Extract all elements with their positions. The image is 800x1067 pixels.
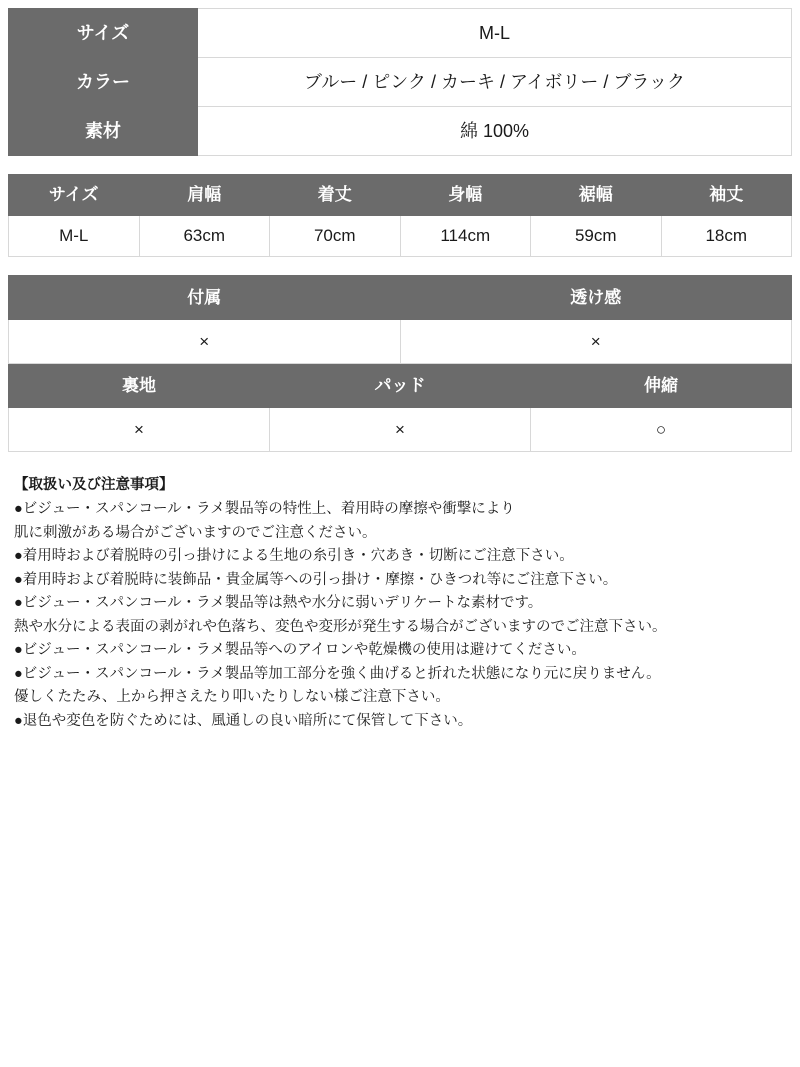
table-row [9,216,792,257]
basic-spec-table [8,8,792,156]
measure-header-length: 着丈 [270,175,401,216]
table-row [9,58,792,107]
feature-value-lining: × [9,408,270,452]
feature-header-sheerness: 透け感 [400,276,792,320]
feature-header-stretch: 伸縮 [531,364,792,408]
care-note-line: ●ビジュー・スパンコール・ラメ製品等は熱や水分に弱いデリケートな素材です。 [14,595,543,612]
basic-row-label-size: サイズ [9,9,198,58]
feature-value-pad: × [270,408,531,452]
care-note-line: ●退色や変色を防ぐためには、風通しの良い暗所にて保管して下さい。 [14,712,473,729]
feature-value-accessory: × [9,320,401,364]
care-notes [8,474,792,733]
table-row [9,9,792,58]
measure-header-bust: 身幅 [400,175,531,216]
care-note-line: 優しくたたみ、上から押さえたり叩いたりしない様ご注意下さい。 [14,689,450,706]
feature-header-lining: 裏地 [9,364,270,408]
feature-table [8,275,792,452]
basic-row-value-material: 綿 100% [198,107,792,156]
measurement-table [8,174,792,257]
care-notes-title: 【取扱い及び注意事項】 [14,477,174,493]
care-note-line: ●ビジュー・スパンコール・ラメ製品等の特性上、着用時の摩擦や衝撃により [14,501,515,518]
table-row [9,107,792,156]
table-header-row [9,276,792,320]
care-note-line: ●着用時および着脱時の引っ掛けによる生地の糸引き・穴あき・切断にご注意下さい。 [14,548,574,565]
table-row [9,320,792,364]
basic-row-value-color: ブルー / ピンク / カーキ / アイボリー / ブラック [198,58,792,107]
basic-row-value-size: M‐L [198,9,792,58]
care-note-line: 肌に刺激がある場合がございますのでご注意ください。 [14,524,377,541]
care-note-line: ●ビジュー・スパンコール・ラメ製品等へのアイロンや乾燥機の使用は避けてください。 [14,642,586,659]
feature-value-sheerness: × [400,320,792,364]
measure-value-shoulder: 63cm [139,216,270,257]
feature-value-stretch: ○ [531,408,792,452]
measure-value-length: 70cm [270,216,401,257]
care-note-line: ●着用時および着脱時に装飾品・貴金属等への引っ掛け・摩擦・ひきつれ等にご注意下さい。 [14,571,618,588]
measure-header-size: サイズ [9,175,140,216]
table-row [9,408,792,452]
measure-value-size: M‐L [9,216,140,257]
measure-value-sleeve: 18cm [661,216,792,257]
care-note-line: ●ビジュー・スパンコール・ラメ製品等加工部分を強く曲げると折れた状態になり元に戻りません。 [14,665,661,682]
measure-header-shoulder: 肩幅 [139,175,270,216]
table-header-row [9,364,792,408]
measure-header-sleeve: 袖丈 [661,175,792,216]
feature-header-pad: パッド [270,364,531,408]
feature-header-accessory: 付属 [9,276,401,320]
table-header-row [9,175,792,216]
measure-header-hem: 裾幅 [531,175,662,216]
care-note-line: 熱や水分による表面の剥がれや色落ち、変色や変形が発生する場合がございますのでご注意下さい。 [14,618,667,635]
basic-row-label-material: 素材 [9,107,198,156]
measure-value-hem: 59cm [531,216,662,257]
basic-row-label-color: カラー [9,58,198,107]
measure-value-bust: 114cm [400,216,531,257]
